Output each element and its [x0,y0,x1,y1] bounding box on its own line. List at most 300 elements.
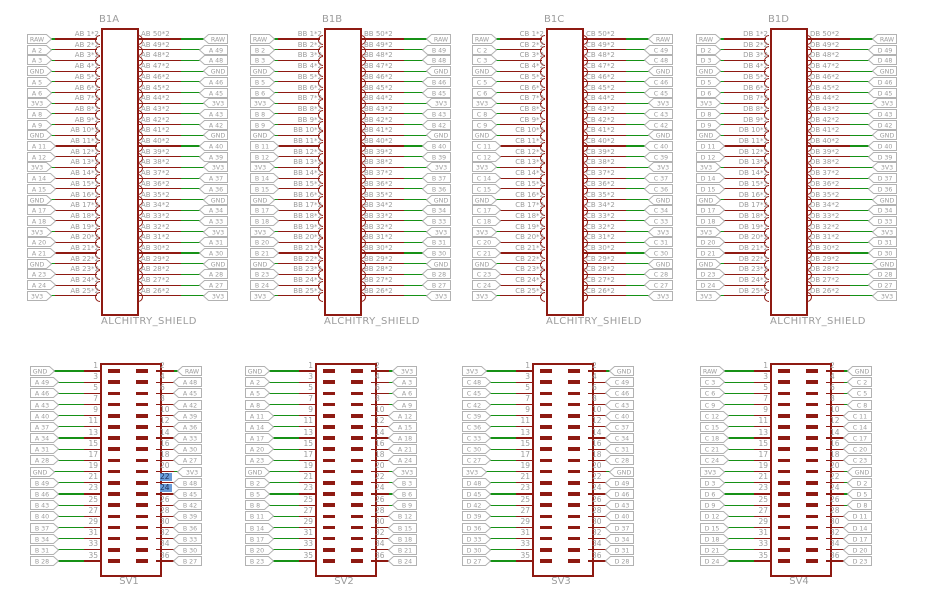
net-flag[interactable] [245,478,270,488]
net-flag[interactable] [462,411,491,421]
net-flag[interactable] [203,259,228,269]
net-flag[interactable] [422,280,451,290]
net-flag[interactable] [462,511,491,521]
net-flag[interactable] [422,248,451,258]
net-flag[interactable] [462,444,491,454]
net-flag[interactable] [199,216,228,226]
net-flag[interactable] [605,422,634,432]
net-flag[interactable] [250,66,275,76]
net-flag[interactable] [27,130,52,140]
component-body[interactable] [770,28,808,316]
net-flag[interactable] [250,98,275,108]
net-flag[interactable] [388,411,417,421]
net-flag[interactable] [250,34,275,44]
net-flag[interactable] [605,377,634,387]
net-flag[interactable] [462,500,491,510]
net-flag[interactable] [843,523,872,533]
net-flag[interactable] [868,237,897,247]
net-flag[interactable] [250,269,279,279]
net-flag[interactable] [868,120,897,130]
net-flag[interactable] [868,269,897,279]
net-flag[interactable] [605,433,634,443]
net-flag[interactable] [605,444,634,454]
net-flag[interactable] [30,444,59,454]
net-flag[interactable] [462,377,491,387]
net-flag[interactable] [843,511,872,521]
net-flag[interactable] [422,88,451,98]
net-flag[interactable] [872,195,897,205]
net-flag[interactable] [203,195,228,205]
net-flag[interactable] [199,205,228,215]
net-flag[interactable] [472,205,501,215]
net-flag[interactable] [426,227,451,237]
connector-sv3[interactable] [462,358,647,594]
net-flag[interactable] [605,534,634,544]
net-flag[interactable] [872,259,897,269]
net-flag[interactable] [426,291,451,301]
net-flag[interactable] [245,545,274,555]
net-flag[interactable] [177,366,202,376]
net-flag[interactable] [868,173,897,183]
net-flag[interactable] [868,205,897,215]
net-flag[interactable] [422,184,451,194]
net-flag[interactable] [30,422,59,432]
net-flag[interactable] [426,66,451,76]
net-flag[interactable] [245,534,274,544]
component-b1a[interactable] [25,14,231,350]
net-flag[interactable] [173,455,202,465]
net-flag[interactable] [472,291,497,301]
net-flag[interactable] [700,422,729,432]
net-flag[interactable] [422,141,451,151]
net-flag[interactable] [199,152,228,162]
net-flag[interactable] [27,205,56,215]
net-flag[interactable] [199,237,228,247]
connector-sv1[interactable] [30,358,215,594]
net-flag[interactable] [696,98,721,108]
net-flag[interactable] [203,66,228,76]
net-flag[interactable] [203,291,228,301]
net-flag[interactable] [472,259,497,269]
net-flag[interactable] [426,195,451,205]
net-flag[interactable] [245,377,270,387]
net-flag[interactable] [27,216,56,226]
net-flag[interactable] [30,545,59,555]
net-flag[interactable] [472,88,497,98]
net-flag[interactable] [696,291,721,301]
net-flag[interactable] [609,366,634,376]
net-flag[interactable] [700,444,729,454]
component-b1d[interactable] [694,14,900,350]
net-flag[interactable] [245,444,274,454]
net-flag[interactable] [472,184,501,194]
net-flag[interactable] [27,184,56,194]
net-flag[interactable] [392,377,417,387]
net-flag[interactable] [644,45,673,55]
net-flag[interactable] [27,269,56,279]
net-flag[interactable] [872,98,897,108]
net-flag[interactable] [472,77,497,87]
net-flag[interactable] [250,280,279,290]
net-flag[interactable] [644,77,673,87]
component-ref[interactable]: SV1 [119,576,139,587]
net-flag[interactable] [250,45,275,55]
component-ref[interactable]: SV4 [789,576,809,587]
net-flag[interactable] [472,45,497,55]
net-flag[interactable] [173,388,202,398]
net-flag[interactable] [462,478,491,488]
net-flag[interactable] [27,34,52,44]
net-flag[interactable] [30,433,59,443]
net-flag[interactable] [250,205,279,215]
net-flag[interactable] [173,500,202,510]
net-flag[interactable] [868,77,897,87]
net-flag[interactable] [644,280,673,290]
component-b1b[interactable] [248,14,454,350]
net-flag[interactable] [696,66,721,76]
net-flag[interactable] [245,411,274,421]
net-flag[interactable] [199,184,228,194]
net-flag[interactable] [250,173,279,183]
net-flag[interactable] [700,545,729,555]
net-flag[interactable] [392,467,417,477]
net-flag[interactable] [843,534,872,544]
net-flag[interactable] [245,433,274,443]
net-flag[interactable] [868,55,897,65]
net-flag[interactable] [700,388,725,398]
net-flag[interactable] [388,433,417,443]
net-flag[interactable] [843,444,872,454]
component-body[interactable] [101,28,139,316]
net-flag[interactable] [250,88,275,98]
net-flag[interactable] [462,534,491,544]
net-flag[interactable] [250,227,275,237]
net-flag[interactable] [868,109,897,119]
net-flag[interactable] [847,388,872,398]
net-flag[interactable] [605,556,634,566]
component-part-name[interactable]: ALCHITRY_SHIELD [101,316,197,327]
net-flag[interactable] [843,545,872,555]
net-flag[interactable] [30,400,59,410]
net-flag[interactable] [199,120,228,130]
net-flag[interactable] [696,141,725,151]
net-flag[interactable] [27,55,52,65]
net-flag[interactable] [199,77,228,87]
net-flag[interactable] [27,248,56,258]
net-flag[interactable] [644,88,673,98]
net-flag[interactable] [27,237,56,247]
net-flag[interactable] [392,500,417,510]
net-flag[interactable] [605,411,634,421]
net-flag[interactable] [250,109,275,119]
net-flag[interactable] [245,388,270,398]
net-flag[interactable] [847,467,872,477]
net-flag[interactable] [472,34,497,44]
net-flag[interactable] [868,45,897,55]
net-flag[interactable] [648,291,673,301]
net-flag[interactable] [644,216,673,226]
net-flag[interactable] [648,162,673,172]
net-flag[interactable] [173,411,202,421]
net-flag[interactable] [605,388,634,398]
net-flag[interactable] [472,55,497,65]
net-flag[interactable] [843,433,872,443]
net-flag[interactable] [30,489,59,499]
net-flag[interactable] [250,248,279,258]
net-flag[interactable] [472,66,497,76]
net-flag[interactable] [472,269,501,279]
net-flag[interactable] [644,173,673,183]
net-flag[interactable] [30,388,59,398]
net-flag[interactable] [868,184,897,194]
net-flag[interactable] [388,511,417,521]
net-flag[interactable] [644,237,673,247]
net-flag[interactable] [245,366,270,376]
net-flag[interactable] [847,489,872,499]
net-flag[interactable] [392,388,417,398]
net-flag[interactable] [388,422,417,432]
net-flag[interactable] [422,45,451,55]
net-flag[interactable] [250,259,275,269]
net-flag[interactable] [847,478,872,488]
net-flag[interactable] [422,216,451,226]
net-flag[interactable] [392,489,417,499]
net-flag[interactable] [27,195,52,205]
net-flag[interactable] [472,216,501,226]
net-flag[interactable] [644,55,673,65]
net-flag[interactable] [426,98,451,108]
net-flag[interactable] [173,422,202,432]
net-flag[interactable] [696,259,721,269]
net-flag[interactable] [177,467,202,477]
net-flag[interactable] [173,478,202,488]
net-flag[interactable] [173,377,202,387]
net-flag[interactable] [605,400,634,410]
net-flag[interactable] [648,259,673,269]
net-flag[interactable] [696,248,725,258]
net-flag[interactable] [644,141,673,151]
net-flag[interactable] [27,141,56,151]
net-flag[interactable] [648,98,673,108]
net-flag[interactable] [847,366,872,376]
net-flag[interactable] [472,237,501,247]
net-flag[interactable] [426,34,451,44]
net-flag[interactable] [462,422,491,432]
net-flag[interactable] [648,130,673,140]
net-flag[interactable] [644,205,673,215]
component-ref[interactable]: B1B [322,14,343,25]
net-flag[interactable] [472,152,501,162]
net-flag[interactable] [872,227,897,237]
net-flag[interactable] [27,291,52,301]
net-flag[interactable] [609,467,634,477]
net-flag[interactable] [250,291,275,301]
net-flag[interactable] [648,227,673,237]
net-flag[interactable] [700,455,729,465]
net-flag[interactable] [388,455,417,465]
net-flag[interactable] [462,545,491,555]
net-flag[interactable] [203,130,228,140]
net-flag[interactable] [422,205,451,215]
net-flag[interactable] [388,534,417,544]
net-flag[interactable] [30,467,55,477]
net-flag[interactable] [472,130,497,140]
net-flag[interactable] [250,237,279,247]
net-flag[interactable] [696,227,721,237]
net-flag[interactable] [245,455,274,465]
net-flag[interactable] [203,34,228,44]
net-flag[interactable] [472,280,501,290]
net-flag[interactable] [30,511,59,521]
component-body[interactable] [546,28,584,316]
component-ref[interactable]: SV3 [551,576,571,587]
net-flag[interactable] [245,422,274,432]
net-flag[interactable] [696,162,721,172]
net-flag[interactable] [472,141,501,151]
net-flag[interactable] [388,545,417,555]
connector-sv2[interactable] [245,358,430,594]
net-flag[interactable] [27,152,56,162]
net-flag[interactable] [422,237,451,247]
net-flag[interactable] [700,400,725,410]
net-flag[interactable] [422,152,451,162]
net-flag[interactable] [199,141,228,151]
net-flag[interactable] [472,227,497,237]
net-flag[interactable] [203,227,228,237]
net-flag[interactable] [173,556,202,566]
net-flag[interactable] [245,511,274,521]
net-flag[interactable] [462,556,491,566]
net-flag[interactable] [696,280,725,290]
net-flag[interactable] [27,45,52,55]
net-flag[interactable] [199,109,228,119]
net-flag[interactable] [422,269,451,279]
net-flag[interactable] [422,77,451,87]
net-flag[interactable] [250,141,279,151]
net-flag[interactable] [250,216,279,226]
net-flag[interactable] [462,489,491,499]
net-flag[interactable] [843,556,872,566]
net-flag[interactable] [27,173,56,183]
net-flag[interactable] [392,400,417,410]
net-flag[interactable] [644,120,673,130]
net-flag[interactable] [245,500,270,510]
component-ref[interactable]: B1A [99,14,120,25]
net-flag[interactable] [245,400,270,410]
component-b1c[interactable] [470,14,676,350]
net-flag[interactable] [696,173,725,183]
net-flag[interactable] [700,489,725,499]
net-flag[interactable] [199,248,228,258]
net-flag[interactable] [696,130,721,140]
net-flag[interactable] [245,556,274,566]
net-flag[interactable] [199,55,228,65]
net-flag[interactable] [199,269,228,279]
net-flag[interactable] [868,248,897,258]
net-flag[interactable] [644,184,673,194]
net-flag[interactable] [27,77,52,87]
net-flag[interactable] [700,467,725,477]
net-flag[interactable] [173,511,202,521]
net-flag[interactable] [30,500,59,510]
net-flag[interactable] [388,556,417,566]
net-flag[interactable] [872,162,897,172]
net-flag[interactable] [472,109,497,119]
net-flag[interactable] [700,523,729,533]
net-flag[interactable] [173,489,202,499]
net-flag[interactable] [472,162,497,172]
net-flag[interactable] [696,45,721,55]
net-flag[interactable] [426,130,451,140]
net-flag[interactable] [30,377,59,387]
net-flag[interactable] [27,227,52,237]
net-flag[interactable] [700,511,729,521]
net-flag[interactable] [245,523,274,533]
net-flag[interactable] [173,545,202,555]
net-flag[interactable] [872,34,897,44]
net-flag[interactable] [696,205,725,215]
net-flag[interactable] [605,478,634,488]
net-flag[interactable] [250,55,275,65]
net-flag[interactable] [245,467,270,477]
net-flag[interactable] [696,237,725,247]
net-flag[interactable] [605,489,634,499]
net-flag[interactable] [462,388,491,398]
net-flag[interactable] [250,120,275,130]
net-flag[interactable] [696,34,721,44]
net-flag[interactable] [426,162,451,172]
net-flag[interactable] [868,88,897,98]
net-flag[interactable] [27,162,52,172]
component-part-name[interactable]: ALCHITRY_SHIELD [324,316,420,327]
net-flag[interactable] [843,455,872,465]
net-flag[interactable] [872,291,897,301]
net-flag[interactable] [700,411,729,421]
net-flag[interactable] [696,216,725,226]
net-flag[interactable] [462,467,487,477]
net-flag[interactable] [173,523,202,533]
connector-sv4[interactable] [700,358,885,594]
net-flag[interactable] [30,366,55,376]
net-flag[interactable] [462,433,491,443]
net-flag[interactable] [27,66,52,76]
net-flag[interactable] [173,534,202,544]
net-flag[interactable] [472,195,497,205]
net-flag[interactable] [27,120,52,130]
net-flag[interactable] [30,523,59,533]
net-flag[interactable] [173,400,202,410]
net-flag[interactable] [250,195,275,205]
net-flag[interactable] [472,248,501,258]
net-flag[interactable] [872,130,897,140]
net-flag[interactable] [199,280,228,290]
net-flag[interactable] [27,109,52,119]
net-flag[interactable] [173,433,202,443]
net-flag[interactable] [462,400,491,410]
component-part-name[interactable]: ALCHITRY_SHIELD [770,316,866,327]
net-flag[interactable] [245,489,270,499]
net-flag[interactable] [422,55,451,65]
net-flag[interactable] [27,259,52,269]
net-flag[interactable] [696,120,721,130]
net-flag[interactable] [605,523,634,533]
net-flag[interactable] [696,109,721,119]
net-flag[interactable] [250,152,279,162]
net-flag[interactable] [422,173,451,183]
net-flag[interactable] [173,444,202,454]
net-flag[interactable] [426,259,451,269]
net-flag[interactable] [30,455,59,465]
